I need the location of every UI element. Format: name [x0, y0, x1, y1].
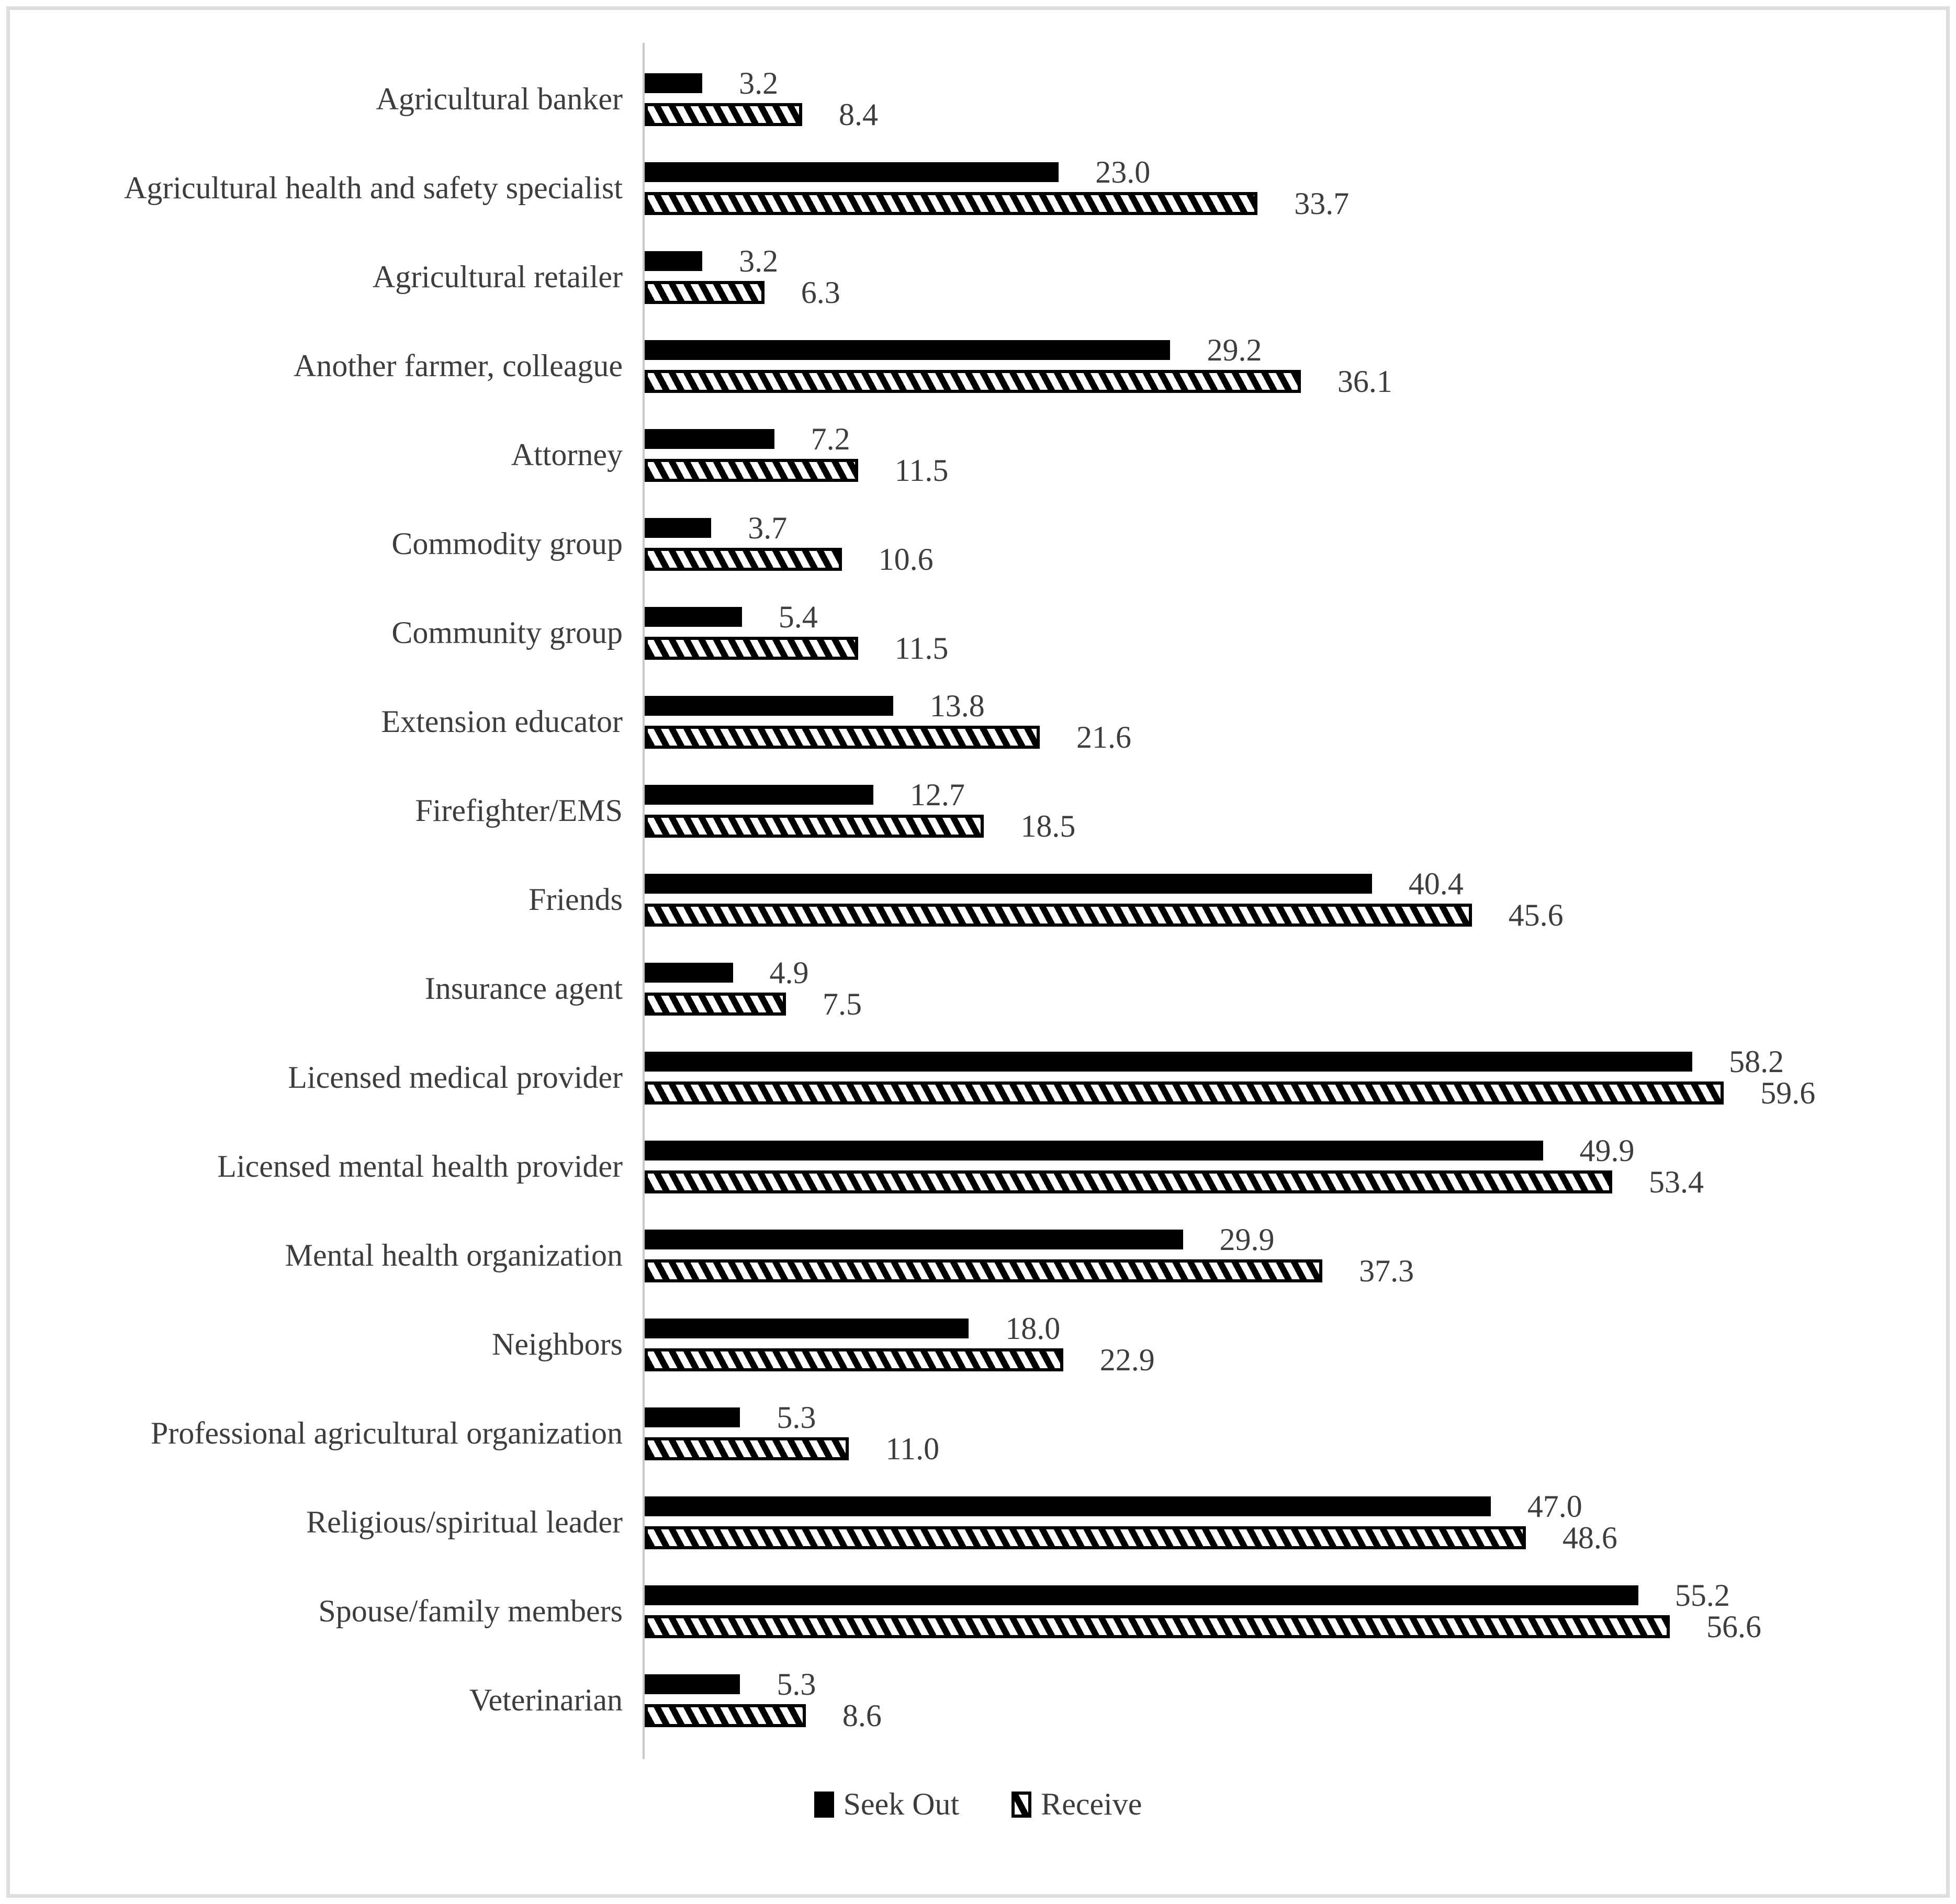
- receive-value-label: 59.6: [1760, 1075, 1816, 1110]
- seek-out-bar: [645, 1319, 969, 1338]
- seek-out-value-label: 5.4: [778, 599, 818, 634]
- bar-pair: [643, 955, 1946, 1021]
- bar-line: [645, 1431, 1946, 1466]
- category-row: [10, 1389, 1946, 1478]
- bar-line: [645, 808, 1946, 843]
- bar-line: [645, 955, 1946, 990]
- seek-out-bar: [645, 162, 1059, 182]
- bar-pair: [643, 421, 1946, 488]
- receive-value-label: 11.5: [894, 630, 949, 666]
- bar-line: [645, 1044, 1946, 1079]
- bar-line: [645, 1075, 1946, 1110]
- seek-out-value-label: 55.2: [1674, 1578, 1730, 1613]
- seek-out-value-label: 5.3: [777, 1400, 816, 1435]
- bar-line: [645, 866, 1946, 901]
- seek-out-bar: [645, 1407, 740, 1427]
- seek-out-bar: [645, 518, 711, 538]
- receive-bar: [645, 1081, 1724, 1105]
- receive-bar: [645, 1615, 1670, 1638]
- bar-pair: [643, 1400, 1946, 1466]
- category-row: [10, 588, 1946, 677]
- receive-bar: [645, 904, 1472, 927]
- seek-out-value-label: 4.9: [769, 955, 809, 990]
- bar-rows-container: [10, 54, 1946, 1744]
- receive-value-label: 11.0: [885, 1431, 940, 1466]
- bar-line: [645, 243, 1946, 278]
- seek-out-swatch-icon: [814, 1792, 834, 1818]
- receive-bar: [645, 637, 858, 660]
- bar-line: [645, 1253, 1946, 1288]
- bar-line: [645, 777, 1946, 812]
- category-row: [10, 677, 1946, 766]
- bar-line: [645, 97, 1946, 132]
- category-row: [10, 855, 1946, 944]
- bar-line: [645, 1164, 1946, 1199]
- receive-bar: [645, 370, 1301, 393]
- seek-out-bar: [645, 874, 1372, 894]
- plot-area: [10, 54, 1946, 1744]
- receive-hatch-swatch-icon: [1011, 1792, 1031, 1818]
- receive-value-label: 8.6: [842, 1698, 882, 1733]
- category-label: Veterinarian: [469, 1683, 623, 1717]
- category-row: [10, 1655, 1946, 1744]
- category-label: Firefighter/EMS: [415, 793, 623, 828]
- category-label: Neighbors: [492, 1327, 623, 1361]
- seek-out-bar: [645, 1674, 740, 1694]
- category-row: [10, 1122, 1946, 1211]
- bar-line: [645, 1578, 1946, 1613]
- bar-line: [645, 542, 1946, 577]
- bar-line: [645, 630, 1946, 666]
- bar-pair: [643, 1578, 1946, 1644]
- seek-out-bar: [645, 340, 1170, 360]
- bar-line: [645, 1342, 1946, 1377]
- seek-out-value-label: 23.0: [1095, 154, 1151, 189]
- category-axis-line: [643, 43, 645, 1759]
- seek-out-value-label: 3.2: [739, 65, 779, 100]
- category-label: Community group: [391, 615, 623, 650]
- receive-bar: [645, 192, 1257, 215]
- bar-line: [645, 1609, 1946, 1644]
- bar-line: [645, 453, 1946, 488]
- receive-bar: [645, 726, 1040, 749]
- category-row: [10, 143, 1946, 232]
- category-row: [10, 232, 1946, 321]
- seek-out-value-label: 3.2: [739, 243, 779, 278]
- category-label: Agricultural health and safety specialist: [124, 171, 623, 205]
- seek-out-bar: [645, 1230, 1183, 1249]
- category-row: [10, 1567, 1946, 1655]
- bar-pair: [643, 866, 1946, 932]
- seek-out-value-label: 18.0: [1005, 1311, 1061, 1346]
- seek-out-value-label: 58.2: [1729, 1044, 1784, 1079]
- seek-out-bar: [645, 1496, 1491, 1516]
- receive-value-label: 22.9: [1099, 1342, 1155, 1377]
- bar-pair: [643, 65, 1946, 132]
- seek-out-value-label: 13.8: [929, 688, 985, 723]
- bar-line: [645, 599, 1946, 634]
- seek-out-value-label: 5.3: [777, 1666, 816, 1702]
- bar-line: [645, 364, 1946, 399]
- receive-value-label: 21.6: [1076, 719, 1132, 754]
- category-row: [10, 499, 1946, 588]
- seek-out-value-label: 7.2: [811, 421, 850, 456]
- bar-line: [645, 719, 1946, 754]
- bar-pair: [643, 599, 1946, 666]
- seek-out-value-label: 49.9: [1579, 1133, 1635, 1168]
- receive-bar: [645, 1437, 849, 1460]
- receive-value-label: 11.5: [894, 453, 949, 488]
- receive-value-label: 8.4: [838, 97, 878, 132]
- bar-line: [645, 275, 1946, 310]
- bar-pair: [643, 1311, 1946, 1377]
- receive-bar: [645, 1704, 806, 1727]
- receive-bar: [645, 1259, 1322, 1282]
- bar-line: [645, 332, 1946, 367]
- category-label: Professional agricultural organization: [151, 1416, 623, 1450]
- receive-value-label: 18.5: [1020, 808, 1076, 843]
- seek-out-value-label: 29.9: [1219, 1222, 1275, 1257]
- seek-out-bar: [645, 251, 702, 271]
- receive-value-label: 56.6: [1706, 1609, 1762, 1644]
- seek-out-value-label: 29.2: [1207, 332, 1262, 367]
- category-label: Another farmer, colleague: [294, 348, 623, 383]
- bar-line: [645, 421, 1946, 456]
- receive-value-label: 10.6: [878, 542, 934, 577]
- bar-line: [645, 154, 1946, 189]
- category-row: [10, 766, 1946, 855]
- category-row: [10, 54, 1946, 143]
- category-label: Commodity group: [391, 526, 623, 561]
- category-label: Extension educator: [381, 704, 623, 739]
- receive-bar: [645, 103, 802, 126]
- bar-line: [645, 65, 1946, 100]
- bar-pair: [643, 1133, 1946, 1199]
- receive-value-label: 53.4: [1648, 1164, 1704, 1199]
- seek-out-bar: [645, 607, 742, 627]
- legend: [10, 1786, 1946, 1822]
- seek-out-bar: [645, 429, 774, 449]
- bar-pair: [643, 1222, 1946, 1288]
- chart-frame: [6, 6, 1950, 1898]
- bar-line: [645, 1133, 1946, 1168]
- bar-pair: [643, 1666, 1946, 1733]
- bar-line: [645, 897, 1946, 932]
- bar-pair: [643, 777, 1946, 843]
- seek-out-bar: [645, 1585, 1638, 1605]
- receive-bar: [645, 459, 858, 482]
- receive-value-label: 33.7: [1294, 186, 1350, 221]
- bar-line: [645, 1666, 1946, 1702]
- category-label: Attorney: [511, 437, 623, 472]
- receive-bar: [645, 1170, 1612, 1193]
- receive-bar: [645, 1526, 1526, 1549]
- bar-line: [645, 1311, 1946, 1346]
- category-row: [10, 1033, 1946, 1122]
- bar-line: [645, 1520, 1946, 1555]
- category-label: Mental health organization: [285, 1238, 623, 1272]
- category-label: Licensed medical provider: [288, 1060, 623, 1095]
- seek-out-bar: [645, 1052, 1692, 1072]
- bar-pair: [643, 332, 1946, 399]
- legend-item-seek-out: [814, 1786, 960, 1822]
- receive-value-label: 45.6: [1508, 897, 1564, 932]
- bar-line: [645, 1222, 1946, 1257]
- bar-line: [645, 688, 1946, 723]
- receive-bar: [645, 281, 765, 304]
- legend-item-receive: [1011, 1786, 1142, 1822]
- bar-pair: [643, 154, 1946, 221]
- category-row: [10, 944, 1946, 1033]
- bar-line: [645, 510, 1946, 545]
- bar-line: [645, 1698, 1946, 1733]
- bar-pair: [643, 688, 1946, 754]
- category-row: [10, 1300, 1946, 1389]
- bar-pair: [643, 243, 1946, 310]
- legend-label-receive: Receive: [1041, 1787, 1142, 1821]
- seek-out-bar: [645, 73, 702, 93]
- category-row: [10, 1478, 1946, 1567]
- receive-value-label: 48.6: [1562, 1520, 1617, 1555]
- seek-out-value-label: 3.7: [748, 510, 788, 545]
- receive-value-label: 36.1: [1337, 364, 1392, 399]
- legend-label-seek-out: Seek Out: [843, 1787, 960, 1821]
- category-label: Spouse/family members: [318, 1594, 623, 1628]
- receive-value-label: 6.3: [801, 275, 840, 310]
- seek-out-value-label: 12.7: [909, 777, 965, 812]
- category-row: [10, 410, 1946, 499]
- receive-bar: [645, 1348, 1063, 1371]
- category-label: Religious/spiritual leader: [306, 1505, 623, 1539]
- seek-out-value-label: 47.0: [1527, 1489, 1582, 1524]
- seek-out-bar: [645, 1141, 1543, 1161]
- bar-line: [645, 1400, 1946, 1435]
- category-label: Agricultural retailer: [372, 260, 623, 294]
- bar-line: [645, 186, 1946, 221]
- bar-pair: [643, 1044, 1946, 1110]
- bar-line: [645, 1489, 1946, 1524]
- receive-bar: [645, 548, 842, 571]
- receive-bar: [645, 815, 984, 838]
- seek-out-bar: [645, 963, 733, 983]
- seek-out-bar: [645, 696, 893, 716]
- category-row: [10, 1211, 1946, 1300]
- category-label: Friends: [529, 882, 623, 917]
- category-label: Agricultural banker: [376, 82, 623, 116]
- category-label: Licensed mental health provider: [217, 1149, 623, 1184]
- seek-out-bar: [645, 785, 873, 805]
- receive-bar: [645, 993, 786, 1016]
- category-row: [10, 321, 1946, 410]
- bar-line: [645, 986, 1946, 1021]
- receive-value-label: 37.3: [1359, 1253, 1414, 1288]
- category-label: Insurance agent: [424, 971, 623, 1006]
- seek-out-value-label: 40.4: [1408, 866, 1464, 901]
- bar-pair: [643, 1489, 1946, 1555]
- receive-value-label: 7.5: [823, 986, 862, 1021]
- bar-pair: [643, 510, 1946, 577]
